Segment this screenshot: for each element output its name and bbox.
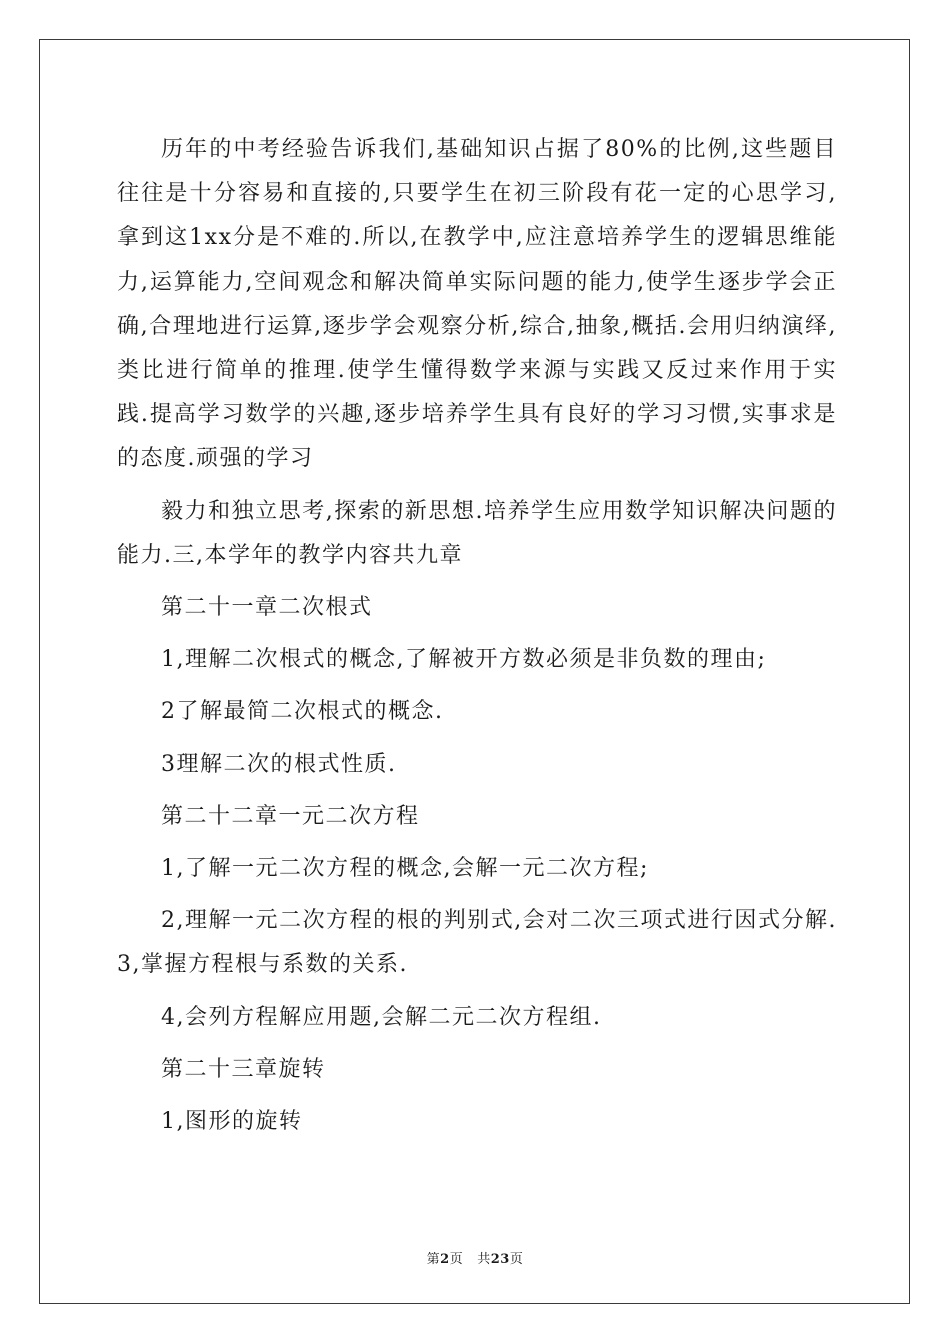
chapter-21-item-1: 1,理解二次根式的概念,了解被开方数必须是非负数的理由; — [161, 647, 767, 673]
chapter-22-item-2: 2,理解一元二次方程的根的判别式,会对二次三项式进行因式分解.3,掌握方程根与系数的关系. — [117, 908, 837, 978]
chapter-22-heading: 第二十二章一元二次方程 — [161, 803, 420, 829]
chapter-22-item-4: 4,会列方程解应用题,会解二元二次方程组. — [161, 1004, 602, 1030]
footer-total-pages: 23 — [490, 1252, 510, 1267]
chapter-22-item-1: 1,了解一元二次方程的概念,会解一元二次方程; — [161, 856, 649, 882]
document-body — [117, 128, 837, 1144]
footer-total-prefix: 共 — [477, 1252, 491, 1267]
chapter-23-item-1: 1,图形的旋转 — [161, 1109, 303, 1135]
footer-total-suffix: 页 — [509, 1252, 524, 1267]
footer-page-prefix: 第 — [426, 1252, 441, 1267]
chapter-21-item-2: 2了解最简二次根式的概念. — [161, 699, 444, 725]
chapter-21-heading: 第二十一章二次根式 — [161, 595, 373, 621]
page-footer — [0, 1248, 950, 1267]
footer-page-suffix: 页 — [449, 1252, 464, 1267]
paragraph-continuation: 毅力和独立思考,探索的新思想.培养学生应用数学知识解决问题的能力.三,本学年的教学内容共九章 — [117, 498, 837, 568]
chapter-21-item-3: 3理解二次的根式性质. — [161, 751, 397, 777]
footer-page-number: 2 — [440, 1252, 450, 1267]
chapter-23-heading: 第二十三章旋转 — [161, 1056, 326, 1082]
paragraph-intro: 历年的中考经验告诉我们,基础知识占据了80%的比例,这些题目往往是十分容易和直接的,只要学生在初三阶段有花一定的心思学习,拿到这1xx分是不难的.所以,在教学中,应注意培养学生的逻辑思维能力,运算能力,空间观念和解决简单实际问题的能力,使学生逐步学会正确,合理地进行运算,逐步学会观察分析,综合,抽象,概括.会用归纳演绎,类比进行简单的推理.使学生懂得数学来源与实践又反过来作用于实践.提高学习数学的兴趣,逐步培养学生具有良好的学习习惯,实事求是的态度.顽强的学习 — [117, 137, 837, 472]
